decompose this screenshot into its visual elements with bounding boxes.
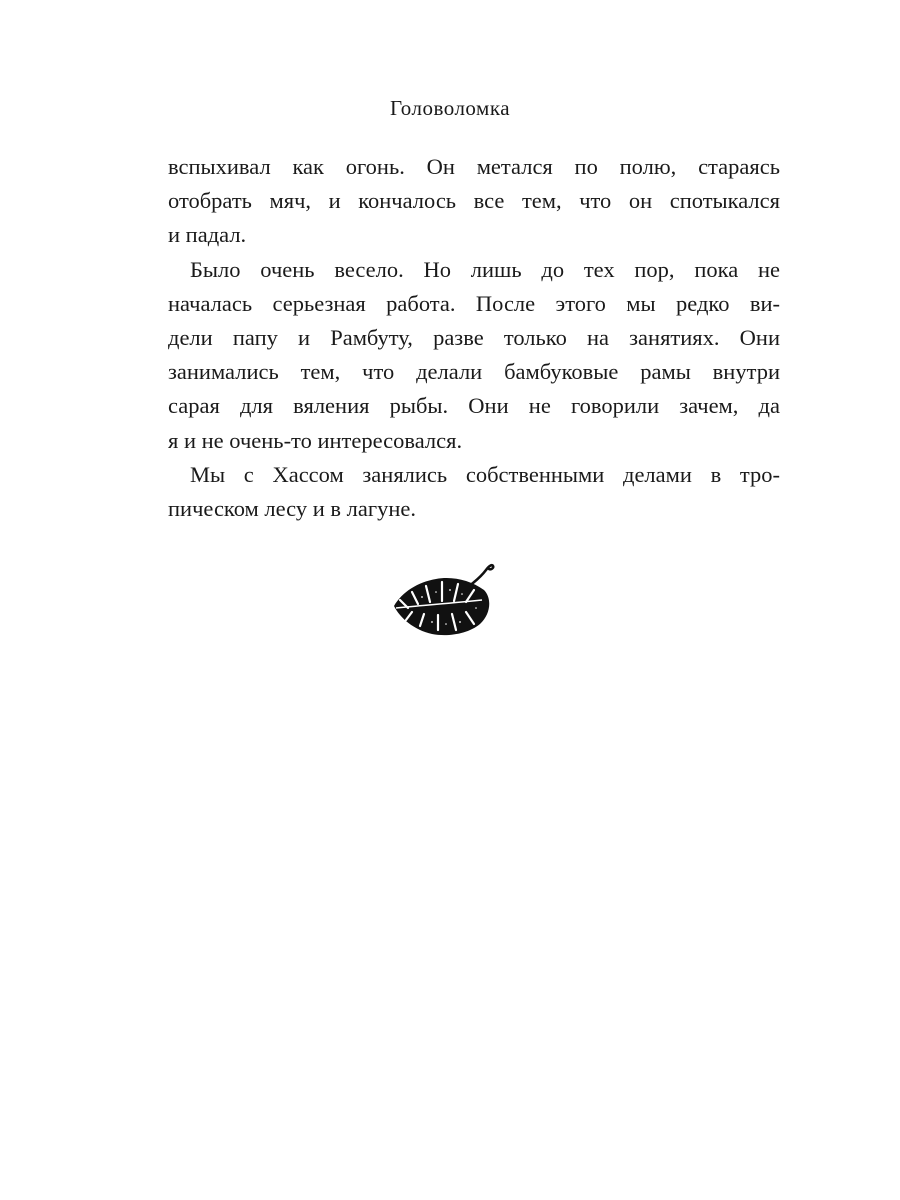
text-line: и падал. <box>168 222 247 248</box>
text-line: я и не очень-то интересовался. <box>168 427 463 453</box>
text-line: дели папу и Рамбуту, разве только на занятиях. Они <box>168 324 780 350</box>
text-line: вспыхивал как огонь. Он метался по полю, стараясь <box>168 154 780 179</box>
leaf-icon <box>392 562 496 638</box>
text-line: Мы с Хассом занялись собственными делами в тро- <box>190 461 780 487</box>
text-line: пическом лесу и в лагуне. <box>168 495 417 521</box>
text-line: Было очень весело. Но лишь до тех пор, пока не <box>190 256 780 282</box>
text-line: занимались тем, что делали бамбуковые рамы внутри <box>168 359 780 385</box>
running-title: Головоломка <box>389 96 511 120</box>
text-line: сарая для вяления рыбы. Они не говорили зачем, да <box>168 393 780 419</box>
text-line: началась серьезная работа. После этого мы редко ви- <box>168 290 780 316</box>
body-text <box>168 150 780 526</box>
text-line: отобрать мяч, и кончалось все тем, что он спотыкался <box>168 188 780 214</box>
